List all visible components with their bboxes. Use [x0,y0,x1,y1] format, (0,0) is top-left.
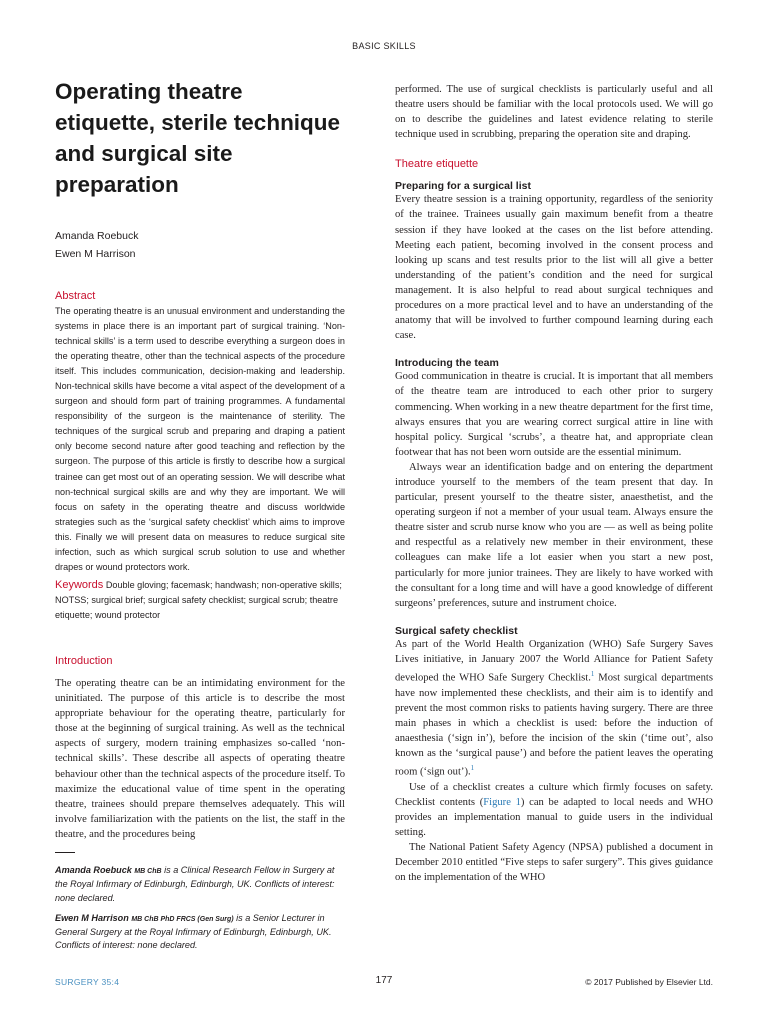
article-title: Operating theatre etiquette, sterile technique and surgical site preparation [55,79,341,197]
copyright: © 2017 Published by Elsevier Ltd. [585,977,713,987]
preparing-list-heading: Preparing for a surgical list [395,180,531,193]
journal-citation: SURGERY 35:4 [55,977,120,987]
paragraph [395,637,713,780]
keywords [55,578,345,623]
footnote-degrees: MB ChB [134,868,162,875]
author-footnotes [55,864,345,960]
introduction-heading: Introduction [55,654,113,667]
introduction-text [55,676,345,842]
footnote-text: is a Senior Lecturer in General Surgery at the Royal Infirmary of Edinburgh, Edinburgh, UK. Conflicts of interest: none declared. [55,912,332,951]
paragraph: The National Patient Safety Agency (NPSA) published a document in December 2010 entitled “Five steps to safer surgery”. This gives guidance on the implementation of the WHO [395,842,713,884]
paragraph [395,780,713,840]
paragraph: Good communication in theatre is crucial. It is important that all members of the theatre team are introduced to each other prior to surgery commencing. When working in a new theatre department for the first time, always ensures that you are wearing correct surgical attire in line with hospital policy. Surgical ‘scrubs’, a theatre hat, and appropriate clean footwear that has not been worn outside are the essential minimum. [395,371,713,458]
running-header: BASIC SKILLS [352,41,416,51]
author-list [55,227,345,263]
text-run: As part of the World Health Organization (WHO) Safe Surgery Saves Lives initiative, in January 2007 the World Alliance for Patient Safety developed the WHO Safe Surgery Checklist. [395,638,713,684]
keywords-list: Double gloving; facemask; handwash; non-operative skills; NOTSS; surgical brief; surgical safety checklist; surgical scrub; theatre etiquette; wound protector [55,579,342,620]
paragraph: The operating theatre can be an intimidating environment for the uninitiated. The purpose of this article is to describe the most appropriate behaviour for the operating theatre, particularly for those at the beginning of surgical training. As well as the technical aspects of surgery, modern training emphasizes so-called ‘non-technical skills’. These describe all aspects of operating theatre behaviour other than the technical aspects of the procedure itself. To maximize the educational value of time spent in the operating theatre, trainees should prepare themselves adequately. This will involve familiarization with the patients on the list, the staff in the theatre, and the procedures being [55,677,345,840]
figure-link[interactable]: Figure 1 [483,796,521,808]
reference-link[interactable]: 1 [590,670,595,678]
footnote-divider [55,852,75,853]
right-column [395,82,713,885]
text-run: ) can be adapted to local needs and WHO provides an implementation manual to guide users in the individual setting. [395,796,713,838]
introducing-team-text [395,369,713,611]
abstract-text: The operating theatre is an unusual environment and understanding the systems in place there is an important part of surgical training. ‘Non-technical skills’ is a term used to describe everything a surgeon does in the operating theatre, other than the technical aspects of the procedure itself. This includes communication, decision-making and leadership. Non-technical skills have become a vital aspect of the development of a surgeon and should form part of training programmes. A fundamental responsibility of the surgeon is the maintenance of sterility. The techniques of the surgical scrub and preparing and draping a patient only become second nature after good teaching and reflection by the surgeon. The purpose of this article is firstly to describe how a surgical trainee can get most out of an operating session. We will describe what non-technical surgical skills are and why they are important. We will focus on safety in the operating theatre and discuss worldwide strategies such as the ‘surgical safety checklist’ which aims to improve this. Finally we will present data on measures to reduce surgical site infection, such as which surgical scrub solution to use and whether drapes or wound protectors work. [55,306,345,572]
theatre-etiquette-heading: Theatre etiquette [395,158,479,171]
paragraph: Every theatre session is a training opportunity, regardless of the seniority of the trainee. Trainees usually gain maximum benefit from a theatre session if they have looked at the cases on the list before attending. Meeting each patient, becoming involved in the consent process and looking up scans and test results prior to the list will all give a better understanding of the patient’s condition and the need for surgical management. It is also helpful to read about surgical techniques and procedures on a more practical level and to have an understanding of the anatomy that will be involved to further compound learning during each case. [395,194,713,342]
safety-checklist-text [395,637,713,886]
footnote-degrees: MB ChB PhD FRCS (Gen Surg) [131,915,234,923]
author-name: Ewen M Harrison [55,248,136,260]
footnote [55,864,345,905]
text-run: Most surgical departments have now implemented these checklists, and their aim is to identify and prevent the most common risks to patients having surgery. There are three main phases in which a checklist is used: before the induction of anaesthesia (‘sign in’), before the incision of the skin (‘time out’, also known as the ‘surgical pause’) and before the patient leaves the operating room (‘sign out’). [395,672,713,778]
footnote-author: Amanda Roebuck [55,865,132,875]
text-run: Use of a checklist creates a culture which firmly focuses on safety. Checklist contents ( [395,781,713,808]
left-column [55,76,345,842]
reference-link[interactable]: 1 [470,764,475,773]
safety-checklist-heading: Surgical safety checklist [395,624,518,637]
preparing-list-text [395,192,713,343]
footnote-text: is a Clinical Research Fellow in Surgery at the Royal Infirmary of Edinburgh, Edinburgh, UK. Conflicts of interest: none declared. [55,865,335,903]
footnote [55,912,345,953]
introduction-continued [395,82,713,142]
paragraph: performed. The use of surgical checklists is particularly useful and all theatre users should be familiar with the local protocols used. We will go on to describe the guidelines and latest evidence relating to sterile technique used in scrubbing, preparing the operation site and draping. [395,84,713,141]
paragraph: Always wear an identification badge and on entering the department introduce yourself to the members of the team present that day. In particular, present yourself to the theatre sister, anaesthetist, and the operating surgeon if not a member of your usual team. Always ensure the theatre sister and scrub nurse know who you are — as well as being polite and respectful as a relatively new member in their environment, these colleagues can make life a lot easier when you start a new post, particularly for more junior trainees. They are likely to have worked with the consultant for a long time and will have a good knowledge of different surgeons’ preferences, suture and instrument choice. [395,461,713,609]
abstract-heading: Abstract [55,290,96,302]
page-number: 177 [375,975,393,986]
keywords-label: Keywords [55,578,104,591]
footnote-author: Ewen M Harrison [55,912,129,923]
introducing-team-heading: Introducing the team [395,357,499,370]
author-name: Amanda Roebuck [55,230,139,242]
